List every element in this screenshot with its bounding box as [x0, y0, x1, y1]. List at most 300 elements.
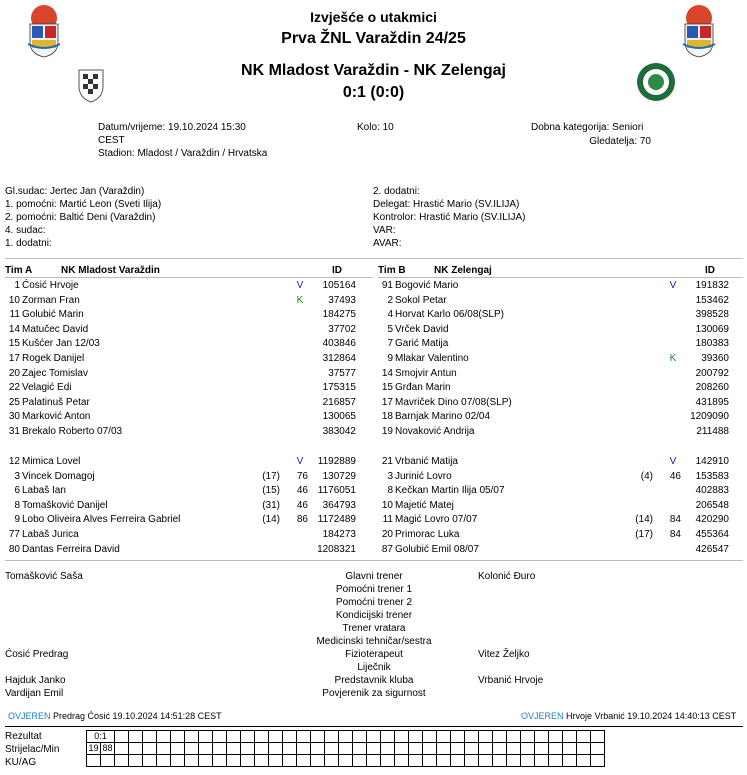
grid-scorer-minute: 88 — [102, 743, 113, 753]
player-id: 153462 — [695, 294, 729, 306]
team-b-subs-row — [373, 513, 741, 527]
player-name: Garić Matija — [395, 338, 449, 350]
grid-cell — [157, 743, 171, 755]
player-number: 11 — [382, 514, 393, 526]
team-a-starters-row — [0, 279, 368, 293]
team-b-starters-row — [373, 410, 741, 424]
team-b-id-header: ID — [705, 265, 715, 276]
staff-role: Glavni trener — [345, 571, 403, 582]
grid-label-result: Rezultat — [5, 731, 42, 742]
player-id: 1176051 — [317, 485, 356, 497]
sub-for: (14) — [262, 514, 280, 526]
team-b-subs-row — [373, 543, 741, 557]
grid-cell — [269, 755, 283, 767]
team-a-label: Tim A — [5, 265, 33, 276]
player-number: 22 — [8, 382, 20, 394]
grid-cell — [115, 755, 129, 767]
grid-cell — [115, 731, 129, 743]
grid-cell — [129, 755, 143, 767]
sub-minute: 76 — [296, 470, 308, 482]
team-b-name: NK Zelengaj — [434, 265, 492, 276]
grid-cell — [591, 743, 605, 755]
grid-cell — [339, 755, 353, 767]
player-number: 2 — [387, 294, 393, 306]
player-name: Majetić Matej — [395, 499, 454, 511]
grid-cell — [381, 755, 395, 767]
player-name: Kušćer Jan 12/03 — [22, 338, 100, 350]
player-name: Barnjak Marino 02/04 — [395, 411, 491, 423]
player-id: 153583 — [695, 470, 729, 482]
grid-cell — [451, 755, 465, 767]
player-number: 18 — [381, 411, 393, 423]
grid-cell — [157, 755, 171, 767]
grid-cell — [255, 731, 269, 743]
grid-cell — [129, 743, 143, 755]
grid-cell — [339, 743, 353, 755]
player-name: Vrček David — [395, 323, 449, 335]
player-role-mark: V — [296, 280, 304, 291]
grid-cell — [227, 755, 241, 767]
grid-cell — [171, 731, 185, 743]
sub-minute: 84 — [669, 529, 681, 540]
match-stadium: Stadion: Mladost / Varaždin / Hrvatska — [98, 148, 268, 159]
grid-cell — [213, 731, 227, 743]
player-number: 15 — [381, 382, 393, 394]
grid-cell — [311, 743, 325, 755]
grid-cell — [409, 731, 423, 743]
player-name: Golubić Marin — [22, 309, 84, 321]
match-datetime: Datum/vrijeme: 19.10.2024 15:30 — [98, 122, 246, 133]
grid-cell — [115, 743, 129, 755]
player-id: 130069 — [695, 323, 729, 335]
grid-cell — [423, 743, 437, 755]
player-id: 184273 — [322, 529, 356, 540]
grid-cell — [521, 755, 535, 767]
player-id: 426547 — [695, 543, 729, 555]
player-number: 91 — [381, 280, 393, 291]
grid-cell — [325, 743, 339, 755]
team-a-subs-row — [0, 470, 368, 484]
player-name: Dantas Ferreira David — [22, 543, 120, 555]
player-number: 9 — [387, 353, 393, 364]
player-id: 211488 — [696, 426, 729, 437]
player-number: 8 — [387, 485, 393, 497]
player-id: 216857 — [322, 396, 356, 408]
player-number: 4 — [387, 309, 393, 321]
grid-cell — [577, 731, 591, 743]
team-a-starters-row — [0, 294, 368, 308]
additional-1: 1. dodatni: — [5, 238, 52, 249]
player-name: Vincek Domagoj — [22, 470, 95, 482]
staff-role: Pomoćni trener 2 — [335, 597, 413, 608]
player-id: 39360 — [701, 353, 729, 364]
team-b-starters-row — [373, 352, 741, 366]
staff-home-name: Ćosić Predrag — [5, 649, 69, 660]
sub-for: (15) — [262, 485, 280, 497]
grid-cell — [479, 743, 493, 755]
grid-cell — [255, 743, 269, 755]
team-a-starters-row — [0, 425, 368, 439]
grid-cell — [367, 755, 381, 767]
team-b-subs-row — [373, 499, 741, 513]
player-id: 105164 — [322, 280, 356, 291]
grid-cell — [283, 743, 297, 755]
team-a-starters-row — [0, 396, 368, 410]
team-b-starters-row — [373, 396, 741, 410]
grid-cell — [227, 743, 241, 755]
player-number: 8 — [14, 499, 20, 511]
player-number: 17 — [8, 353, 20, 364]
grid-cell — [213, 755, 227, 767]
delegate: Delegat: Hrastić Mario (SV.ILIJA) — [373, 199, 520, 210]
grid-cell — [549, 731, 563, 743]
player-name: Vrbanić Matija — [395, 456, 458, 467]
sub-minute: 46 — [296, 499, 308, 511]
player-id: 1209090 — [690, 411, 729, 423]
player-number: 10 — [8, 294, 20, 306]
player-id: 455364 — [695, 529, 729, 540]
player-id: 398528 — [695, 309, 729, 321]
grid-cell — [311, 731, 325, 743]
grid-cell — [479, 755, 493, 767]
team-a-subs-row — [0, 528, 368, 542]
grid-cell — [521, 743, 535, 755]
player-name: Jurinić Lovro — [395, 470, 452, 482]
grid-cell — [297, 743, 311, 755]
sub-minute: 46 — [296, 485, 308, 497]
player-role-mark: V — [296, 456, 304, 467]
player-id: 1172489 — [317, 514, 356, 526]
player-name: Mlakar Valentino — [395, 353, 469, 364]
avar: AVAR: — [373, 238, 402, 249]
player-name: Ćosić Hrvoje — [22, 280, 79, 291]
player-name: Smojvir Antun — [395, 367, 457, 379]
grid-cell — [269, 743, 283, 755]
grid-cell — [577, 743, 591, 755]
grid-cell — [213, 743, 227, 755]
grid-cell — [353, 731, 367, 743]
grid-cell — [241, 743, 255, 755]
player-name: Palatinuš Petar — [22, 396, 90, 408]
player-number: 5 — [387, 323, 393, 335]
staff-away-name: Vrbanić Hrvoje — [478, 675, 544, 686]
grid-cell — [143, 743, 157, 755]
player-number: 87 — [381, 543, 393, 555]
grid-cell — [185, 743, 199, 755]
assistant-2: 2. pomoćni: Baltić Deni (Varaždin) — [5, 212, 156, 223]
age-category: Dobna kategorija: Seniori — [531, 122, 644, 133]
team-b-subs-row — [373, 528, 741, 542]
grid-cell — [507, 743, 521, 755]
grid-cell — [381, 743, 395, 755]
player-name: Magić Lovro 07/07 — [395, 514, 478, 526]
sub-for: (14) — [635, 514, 653, 526]
team-b-starters-row — [373, 381, 741, 395]
verify-home — [8, 711, 222, 721]
match-timezone: CEST — [98, 135, 125, 146]
grid-cell — [479, 731, 493, 743]
player-role-mark: V — [669, 280, 677, 291]
grid-cell — [535, 731, 549, 743]
staff-away-name: Kolonić Đuro — [478, 571, 536, 582]
player-id: 180383 — [695, 338, 729, 350]
grid-cell — [311, 755, 325, 767]
player-name: Marković Anton — [22, 411, 91, 423]
grid-cell — [171, 755, 185, 767]
verify-away — [521, 711, 736, 721]
grid-cell — [423, 731, 437, 743]
grid-cell — [241, 755, 255, 767]
player-number: 80 — [8, 543, 20, 555]
grid-cell — [325, 755, 339, 767]
var: VAR: — [373, 225, 396, 236]
player-id: 312864 — [322, 353, 356, 364]
player-name: Brekalo Roberto 07/03 — [22, 426, 123, 437]
grid-cell — [423, 755, 437, 767]
controller: Kontrolor: Hrastić Mario (SV.ILIJA) — [373, 212, 526, 223]
player-number: 6 — [14, 485, 20, 497]
grid-cell — [395, 731, 409, 743]
grid-cell — [549, 755, 563, 767]
player-role-mark: K — [669, 353, 677, 364]
grid-cell — [591, 755, 605, 767]
player-name: Labaš Jurica — [22, 529, 79, 540]
player-number: 30 — [8, 411, 20, 423]
grid-cell — [227, 731, 241, 743]
player-id: 37702 — [328, 323, 356, 335]
grid-cell — [339, 731, 353, 743]
verify-home-text: Predrag Ćosić 19.10.2024 14:51:28 CEST — [53, 711, 222, 721]
player-name: Lobo Oliveira Alves Ferreira Gabriel — [22, 514, 181, 526]
player-name: Zajec Tomislav — [22, 367, 88, 379]
grid-cell — [563, 755, 577, 767]
player-number: 77 — [8, 529, 20, 540]
player-name: Bogović Mario — [395, 280, 459, 291]
additional-2: 2. dodatni: — [373, 186, 420, 197]
player-name: Tomašković Danijel — [22, 499, 108, 511]
player-number: 20 — [8, 367, 20, 379]
player-number: 15 — [8, 338, 20, 350]
team-a-starters-row — [0, 381, 368, 395]
grid-cell — [325, 731, 339, 743]
grid-cell — [507, 731, 521, 743]
staff-home-name: Tomašković Saša — [5, 571, 83, 582]
player-id: 420290 — [695, 514, 729, 526]
player-number: 9 — [14, 514, 20, 526]
sub-for: (4) — [640, 470, 653, 482]
player-name: Mimica Lovel — [22, 456, 81, 467]
grid-cell — [465, 731, 479, 743]
grid-cell — [535, 743, 549, 755]
staff-home-name: Hajduk Janko — [5, 675, 66, 686]
grid-cell — [199, 731, 213, 743]
player-number: 3 — [387, 470, 393, 482]
sub-minute: 46 — [669, 470, 681, 482]
player-number: 19 — [381, 426, 393, 437]
grid-cell — [437, 743, 451, 755]
player-name: Golubić Emil 08/07 — [395, 543, 479, 555]
player-number: 14 — [381, 367, 393, 379]
grid-cell — [549, 743, 563, 755]
grid-cell — [297, 755, 311, 767]
grid-cell — [521, 731, 535, 743]
grid-cell — [395, 743, 409, 755]
staff-role: Povjerenik za sigurnost — [322, 688, 426, 699]
fourth-official: 4. sudac: — [5, 225, 46, 236]
team-a-id-header: ID — [332, 265, 342, 276]
player-id: 175315 — [322, 382, 356, 394]
grid-cell — [157, 731, 171, 743]
grid-cell — [493, 731, 507, 743]
team-a-starters-row — [0, 337, 368, 351]
result-grid — [86, 730, 605, 767]
grid-cell — [143, 755, 157, 767]
team-b-starters-row — [373, 323, 741, 337]
sub-minute: 86 — [296, 514, 308, 526]
grid-cell — [283, 731, 297, 743]
grid-label-scorer: Strijelac/Min — [5, 744, 60, 755]
grid-cell — [535, 755, 549, 767]
player-name: Matučec David — [22, 323, 89, 335]
team-a-subs-row — [0, 513, 368, 527]
player-number: 1 — [14, 280, 20, 291]
grid-cell — [269, 731, 283, 743]
match-teams: NK Mladost Varaždin - NK Zelengaj — [241, 62, 506, 79]
grid-cell — [101, 755, 115, 767]
player-number: 31 — [8, 426, 20, 437]
team-b-label: Tim B — [378, 265, 406, 276]
spectators: Gledatelja: 70 — [589, 136, 651, 147]
match-score: 0:1 (0:0) — [342, 84, 405, 101]
player-id: 200792 — [695, 367, 729, 379]
grid-cell — [241, 731, 255, 743]
team-b-starters-row — [373, 425, 741, 439]
verify-away-tag: OVJEREN — [521, 711, 564, 721]
player-name: Novaković Andrija — [395, 426, 475, 437]
grid-cell — [87, 755, 101, 767]
team-a-starters-row — [0, 367, 368, 381]
player-number: 14 — [8, 323, 20, 335]
player-number: 12 — [8, 456, 20, 467]
team-a-starters-row — [0, 323, 368, 337]
grid-cell — [507, 755, 521, 767]
grid-cell — [255, 755, 269, 767]
player-id: 431895 — [695, 396, 729, 408]
player-name: Kečkan Martin Ilija 05/07 — [395, 485, 505, 497]
player-id: 37493 — [328, 294, 356, 306]
team-b-starters-row — [373, 308, 741, 322]
team-a-subs-row — [0, 484, 368, 498]
sub-for: (17) — [262, 470, 280, 482]
player-id: 383042 — [322, 426, 356, 437]
team-b-starters-row — [373, 337, 741, 351]
player-number: 20 — [381, 529, 393, 540]
player-id: 1192889 — [317, 456, 356, 467]
player-id: 208260 — [695, 382, 729, 394]
grid-cell — [185, 755, 199, 767]
player-name: Velagić Edi — [22, 382, 72, 394]
player-number: 11 — [9, 309, 20, 321]
staff-role: Fizioterapeut — [345, 649, 403, 660]
player-name: Primorac Luka — [395, 529, 460, 540]
player-name: Sokol Petar — [395, 294, 447, 306]
sub-for: (17) — [635, 529, 653, 540]
grid-cell — [563, 743, 577, 755]
grid-cell — [451, 731, 465, 743]
staff-role: Predstavnik kluba — [334, 675, 414, 686]
team-a-subs-row — [0, 499, 368, 513]
verify-away-text: Hrvoje Vrbanić 19.10.2024 14:40:13 CEST — [566, 711, 737, 721]
grid-cell — [171, 743, 185, 755]
grid-cell — [367, 731, 381, 743]
player-id: 1208321 — [317, 543, 356, 555]
team-b-starters-row — [373, 279, 741, 293]
grid-label-ku-ag: KU/AG — [5, 757, 37, 768]
player-number: 17 — [381, 396, 393, 408]
team-b-starters-row — [373, 367, 741, 381]
grid-cell — [367, 743, 381, 755]
player-number: 21 — [381, 456, 393, 467]
grid-cell — [143, 731, 157, 743]
team-b-subs-row — [373, 484, 741, 498]
grid-cell — [409, 743, 423, 755]
player-id: 191832 — [695, 280, 729, 291]
grid-cell — [437, 731, 451, 743]
grid-cell — [577, 755, 591, 767]
report-title: Izvješće o utakmici — [310, 9, 437, 25]
player-name: Mavriček Dino 07/08(SLP) — [395, 396, 512, 408]
grid-cell — [381, 731, 395, 743]
player-number: 25 — [8, 396, 20, 408]
grid-cell — [395, 755, 409, 767]
staff-role: Liječnik — [357, 662, 391, 673]
grid-cell — [591, 731, 605, 743]
staff-role: Pomoćni trener 1 — [335, 584, 413, 595]
grid-cell — [129, 731, 143, 743]
player-number: 3 — [14, 470, 20, 482]
player-id: 130065 — [322, 411, 356, 423]
grid-cell — [283, 755, 297, 767]
player-role-mark: K — [296, 294, 304, 306]
team-a-starters-row — [0, 352, 368, 366]
team-a-starters-row — [0, 410, 368, 424]
staff-role: Medicinski tehničar/sestra — [316, 636, 432, 647]
grid-cell — [297, 731, 311, 743]
grid-result-cell: 0:1 — [87, 731, 115, 743]
staff-home-name: Vardijan Emil — [5, 688, 64, 699]
player-id: 364793 — [322, 499, 356, 511]
player-id: 184275 — [322, 309, 356, 321]
staff-role: Trener vratara — [342, 623, 406, 634]
player-id: 402883 — [695, 485, 729, 497]
player-number: 7 — [387, 338, 393, 350]
assistant-1: 1. pomoćni: Martić Leon (Sveti Ilija) — [5, 199, 162, 210]
grid-cell — [199, 743, 213, 755]
grid-cell — [563, 731, 577, 743]
grid-cell — [451, 743, 465, 755]
match-round: Kolo: 10 — [357, 122, 394, 133]
grid-cell — [465, 743, 479, 755]
player-id: 37577 — [328, 367, 356, 379]
team-a-subs-row — [0, 455, 368, 469]
grid-cell — [465, 755, 479, 767]
player-id: 403846 — [322, 338, 356, 350]
referee: Gl.sudac: Jertec Jan (Varaždin) — [5, 186, 145, 197]
team-b-subs-row — [373, 455, 741, 469]
grid-cell — [199, 755, 213, 767]
staff-away-name: Vitez Željko — [478, 649, 530, 660]
grid-cell — [353, 755, 367, 767]
